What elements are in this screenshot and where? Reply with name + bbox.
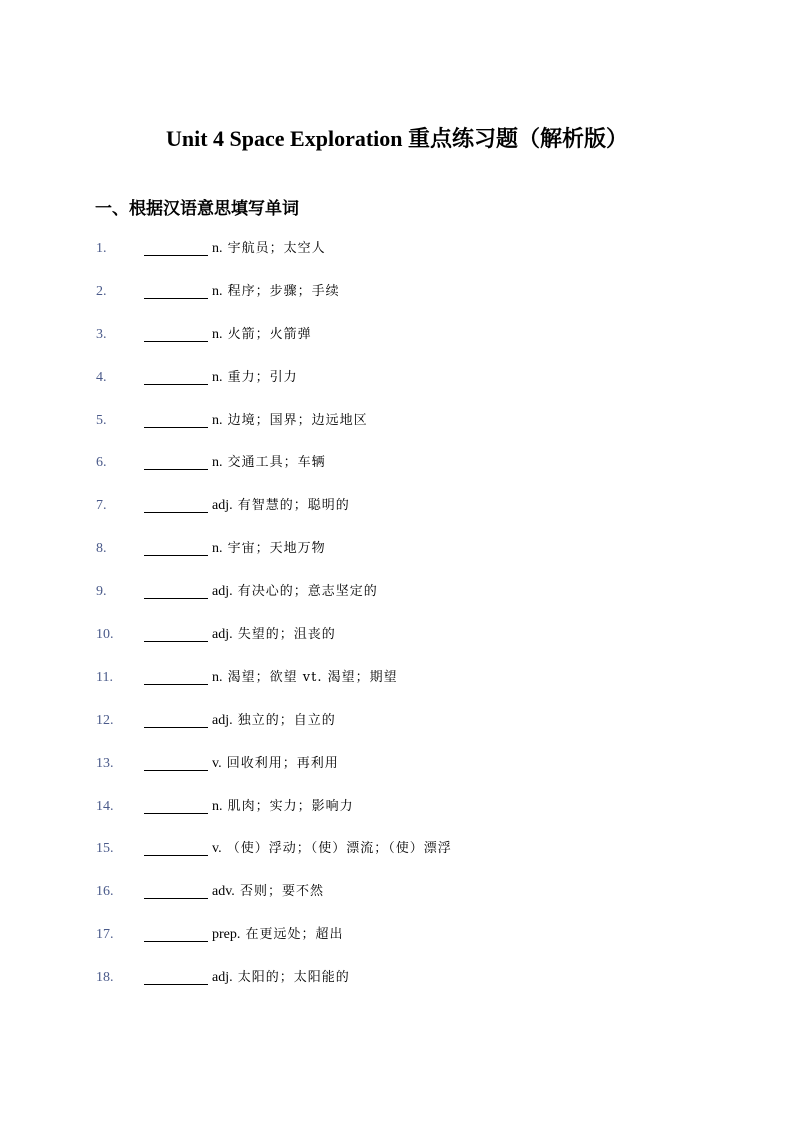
item-definition (212, 624, 336, 646)
item-number: 7. (96, 498, 107, 514)
item-number: 4. (96, 369, 107, 385)
answer-blank[interactable] (144, 384, 208, 385)
part-of-speech: adj. (212, 584, 233, 600)
part-of-speech: n. (212, 412, 223, 428)
list-item (0, 667, 794, 710)
list-item (0, 796, 794, 839)
item-number: 2. (96, 283, 107, 299)
item-number: 11. (96, 669, 113, 685)
item-definition (212, 495, 350, 517)
answer-blank[interactable] (144, 727, 208, 728)
chinese-meaning: 在更远处；超出 (245, 927, 344, 943)
list-item (0, 753, 794, 796)
item-number: 17. (96, 927, 114, 943)
part-of-speech: n. (212, 283, 223, 299)
part-of-speech: n. (212, 326, 223, 342)
chinese-meaning: 宇宙；天地万物 (227, 541, 326, 557)
item-definition (212, 238, 326, 260)
list-item (0, 410, 794, 453)
item-number: 10. (96, 627, 114, 643)
list-item (0, 281, 794, 324)
part-of-speech: n. (212, 541, 223, 557)
chinese-meaning: 火箭；火箭弹 (227, 326, 312, 342)
list-item (0, 924, 794, 967)
chinese-meaning: 太阳的；太阳能的 (237, 970, 350, 986)
list-item (0, 710, 794, 753)
list-item (0, 367, 794, 410)
list-item (0, 624, 794, 667)
part-of-speech: adj. (212, 498, 233, 514)
chinese-meaning: 边境；国界；边远地区 (227, 412, 368, 428)
item-definition (212, 753, 339, 775)
item-definition (212, 710, 336, 732)
list-item (0, 838, 794, 881)
part-of-speech: adj. (212, 970, 233, 986)
chinese-meaning: 失望的；沮丧的 (237, 627, 336, 643)
answer-blank[interactable] (144, 298, 208, 299)
list-item (0, 452, 794, 495)
chinese-meaning: 程序；步骤；手续 (227, 283, 340, 299)
item-number: 1. (96, 241, 107, 256)
item-definition (212, 452, 326, 474)
item-number: 5. (96, 412, 107, 428)
chinese-meaning: 有决心的；意志坚定的 (237, 584, 378, 600)
item-definition (212, 667, 398, 689)
list-item (0, 495, 794, 538)
document-title: Unit 4 Space Exploration 重点练习题（解析版） (165, 126, 629, 151)
answer-blank[interactable] (144, 598, 208, 599)
answer-blank[interactable] (144, 512, 208, 513)
item-definition (212, 581, 378, 603)
chinese-meaning: 回收利用；再利用 (226, 755, 339, 771)
item-number: 18. (96, 970, 114, 986)
answer-blank[interactable] (144, 684, 208, 685)
item-definition (212, 881, 324, 903)
answer-blank[interactable] (144, 898, 208, 899)
part-of-speech: v. (212, 841, 222, 857)
list-item (0, 238, 794, 281)
item-definition (212, 324, 312, 346)
part-of-speech: n. (212, 798, 223, 814)
chinese-meaning: 肌肉；实力；影响力 (227, 798, 354, 814)
part-of-speech: v. (212, 755, 222, 771)
answer-blank[interactable] (144, 341, 208, 342)
list-item (0, 967, 794, 1010)
answer-blank[interactable] (144, 770, 208, 771)
list-item (0, 324, 794, 367)
answer-blank[interactable] (144, 555, 208, 556)
part-of-speech: n. (212, 669, 223, 685)
answer-blank[interactable] (144, 469, 208, 470)
chinese-meaning: 独立的；自立的 (237, 712, 336, 728)
chinese-meaning: （使）浮动；（使）漂流；（使）漂浮 (226, 841, 452, 857)
answer-blank[interactable] (144, 427, 208, 428)
item-number: 14. (96, 798, 114, 814)
item-number: 6. (96, 455, 107, 471)
part-of-speech: n. (212, 455, 223, 471)
item-definition (212, 410, 368, 432)
item-definition (212, 538, 326, 560)
item-number: 12. (96, 712, 114, 728)
answer-blank[interactable] (144, 941, 208, 942)
part-of-speech: n. (212, 241, 223, 256)
chinese-meaning: 有智慧的；聪明的 (237, 498, 350, 514)
section-heading: 一、根据汉语意思填写单词 (95, 199, 299, 219)
item-definition (212, 838, 452, 860)
list-item (0, 881, 794, 924)
item-definition (212, 924, 344, 946)
item-definition (212, 967, 350, 989)
chinese-meaning: 宇航员；太空人 (227, 241, 326, 256)
item-definition (212, 281, 340, 303)
item-number: 13. (96, 755, 114, 771)
chinese-meaning: 交通工具；车辆 (227, 455, 326, 471)
item-number: 16. (96, 884, 114, 900)
answer-blank[interactable] (144, 641, 208, 642)
answer-blank[interactable] (144, 813, 208, 814)
vocabulary-list (0, 238, 794, 1010)
answer-blank[interactable] (144, 984, 208, 985)
list-item (0, 581, 794, 624)
list-item (0, 538, 794, 581)
part-of-speech: prep. (212, 927, 241, 943)
chinese-meaning: 重力；引力 (227, 369, 298, 385)
item-definition (212, 796, 354, 818)
part-of-speech: adj. (212, 627, 233, 643)
answer-blank[interactable] (144, 855, 208, 856)
item-number: 8. (96, 541, 107, 557)
item-definition (212, 367, 298, 389)
chinese-meaning: 渴望；欲望 vt. 渴望；期望 (227, 669, 398, 685)
item-number: 15. (96, 841, 114, 857)
part-of-speech: adj. (212, 712, 233, 728)
answer-blank[interactable] (144, 255, 208, 256)
part-of-speech: n. (212, 369, 223, 385)
chinese-meaning: 否则；要不然 (239, 884, 324, 900)
item-number: 9. (96, 584, 107, 600)
item-number: 3. (96, 326, 107, 342)
part-of-speech: adv. (212, 884, 235, 900)
